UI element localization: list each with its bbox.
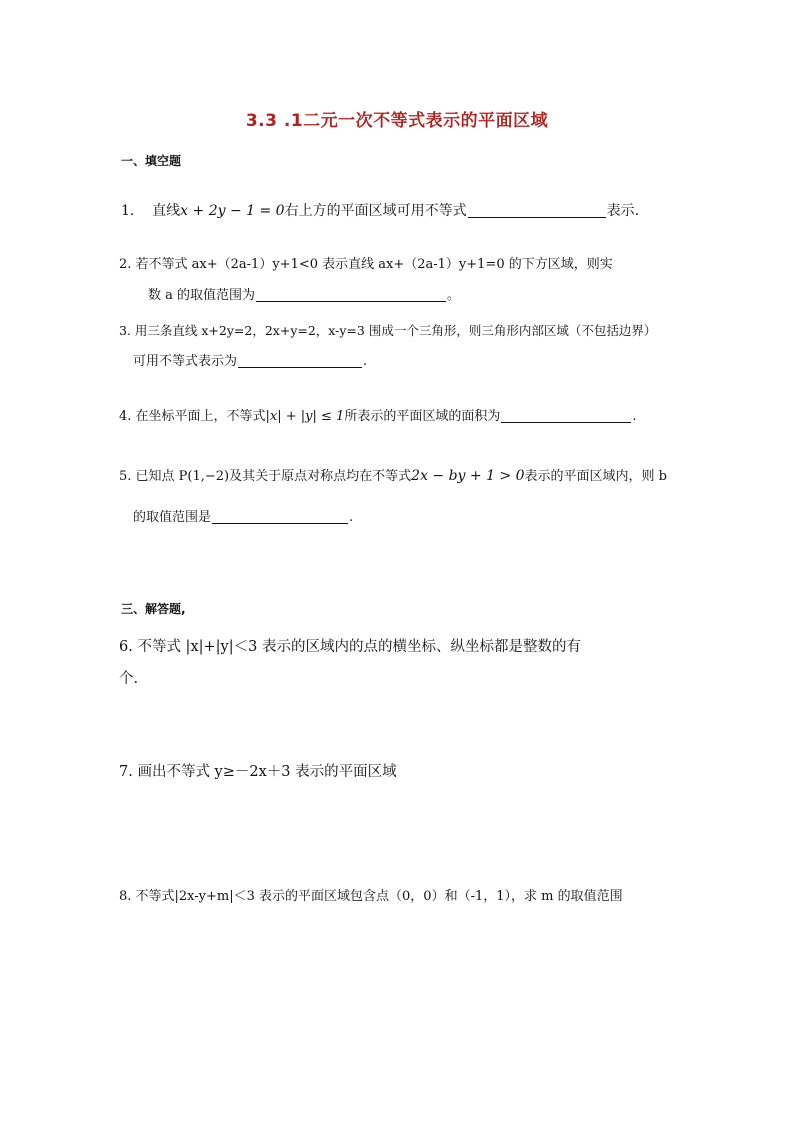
question-5-point: (1,−2) xyxy=(187,469,230,484)
section-heading-fill-in: 一、填空题 xyxy=(121,154,182,168)
question-4-post: . xyxy=(632,409,637,424)
question-1 xyxy=(121,200,639,220)
question-6-line-2: 个. xyxy=(119,671,139,687)
question-5-expr: 2x − by + 1 > 0 xyxy=(411,468,525,484)
question-3-line-2 xyxy=(133,350,367,369)
question-5-pre: 5. 已知点 P xyxy=(119,469,188,484)
question-5-line-2-pre: 的取值范围是 xyxy=(133,510,212,525)
question-5-line-1 xyxy=(119,465,667,484)
question-4 xyxy=(119,405,636,424)
question-5-mid: 及其关于原点对称点均在不等式 xyxy=(229,469,412,484)
answer-blank-3[interactable] xyxy=(238,353,362,368)
question-6-line-1: 6. 不等式 |x|+|y|＜3 表示的区域内的点的横坐标、纵坐标都是整数的有 xyxy=(119,639,581,655)
question-5-line-2 xyxy=(133,506,353,525)
question-1-mid: 右上方的平面区域可用不等式 xyxy=(284,203,467,219)
question-1-post: 表示. xyxy=(606,203,640,219)
question-5-line-2-post: . xyxy=(349,510,354,525)
answer-blank-5[interactable] xyxy=(212,509,348,524)
question-7: 7. 画出不等式 y≥－2x＋3 表示的平面区域 xyxy=(119,764,397,780)
question-3-line-1: 3. 用三条直线 x+2y=2，2x+y=2，x-y=3 围成一个三角形，则三角形内部区域（不包括边界） xyxy=(119,323,657,338)
question-2-post: 。 xyxy=(447,288,461,303)
question-4-pre: 4. 在坐标平面上，不等式 xyxy=(119,409,266,424)
answer-blank-1[interactable] xyxy=(468,203,606,218)
question-1-expr: x + 2y − 1 = 0 xyxy=(180,203,285,219)
question-1-number: 1. xyxy=(121,203,135,219)
question-2-pre: 数 a 的取值范围为 xyxy=(148,288,256,303)
question-4-expr: |x| + |y| ≤ 1 xyxy=(265,409,345,424)
question-2-line-1: 2. 若不等式 ax+（2a-1）y+1<0 表示直线 ax+（2a-1）y+1=0 的下方区域，则实 xyxy=(119,257,613,272)
question-1-pre: 直线 xyxy=(152,203,181,219)
section-heading-solve: 三、解答题, xyxy=(121,602,186,616)
answer-blank-4[interactable] xyxy=(501,408,631,423)
question-3-post: . xyxy=(363,354,368,369)
question-8: 8. 不等式|2x-y+m|＜3 表示的平面区域包含点（0，0）和（-1，1），求 m 的取值范围 xyxy=(119,889,623,904)
question-2-line-2 xyxy=(148,284,460,303)
question-4-mid: 所表示的平面区域的面积为 xyxy=(344,409,501,424)
answer-blank-2[interactable] xyxy=(256,287,446,302)
question-3-pre: 可用不等式表示为 xyxy=(133,354,238,369)
page-title: 3.3 .1二元一次不等式表示的平面区域 xyxy=(245,111,549,131)
question-5-post: 表示的平面区域内，则 b xyxy=(524,469,668,484)
